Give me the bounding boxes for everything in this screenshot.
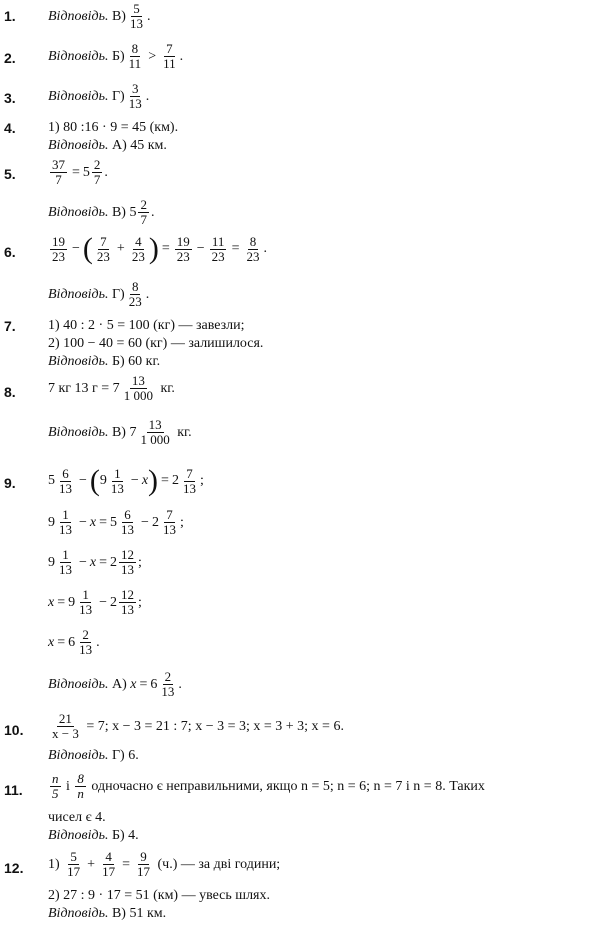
fraction: $\frac{5}{13}$ bbox=[129, 1, 143, 31]
solution-line: 2) 27 : 9 · 17 = 51 (км) — увесь шлях. bbox=[48, 888, 270, 903]
answer-label: Відповідь. bbox=[48, 906, 109, 921]
answer-line bbox=[48, 828, 139, 844]
equation-step: 5 $\frac{6}{13}$ − ( 9 $\frac{1}{13}$ − x ) = 2 $\frac{7}{13}$ ; bbox=[48, 464, 204, 497]
answer-line: Відповідь. В) 5 $\frac{2}{7}$ . bbox=[48, 197, 155, 227]
answer-label: Відповідь. bbox=[48, 354, 109, 369]
answer-choice: Г) 6. bbox=[111, 748, 139, 763]
answer-label: Відповідь. bbox=[48, 748, 109, 763]
answer-choice: В) 7 bbox=[111, 424, 137, 440]
answer-label: Відповідь. bbox=[48, 424, 109, 440]
answer-line: Відповідь. В) $\frac{5}{13}$ . bbox=[48, 1, 151, 31]
answer-line bbox=[48, 748, 139, 764]
answer-label: Відповідь. bbox=[48, 48, 109, 64]
solution-line: $\frac{19}{23}$ − ( $\frac{7}{23}$ + $\frac{4}{23}$ ) = $\frac{19}{23}$ − $\frac{11}{23}$ = $\frac{8}{23}$ . bbox=[52, 232, 268, 265]
problem-number: 5. bbox=[4, 166, 16, 182]
equation-step: 9 $\frac{1}{13}$ − x = 2 $\frac{12}{13}$ ; bbox=[48, 547, 142, 577]
problem-number: 10. bbox=[4, 722, 24, 738]
solution-line: $\frac{37}{7}$ = 5 $\frac{2}{7}$ . bbox=[52, 157, 108, 187]
solution-line: 1) 80 :16 · 9 = 45 (км). bbox=[48, 120, 179, 135]
fraction: $\frac{13}{1 000}$ bbox=[123, 373, 153, 403]
answer-label: Відповідь. bbox=[48, 828, 109, 843]
answer-choice: В) bbox=[111, 8, 126, 24]
solution-line: 2) 100 − 40 = 60 (кг) — залишилося. bbox=[48, 336, 264, 351]
answer-label: Відповідь. bbox=[48, 204, 109, 220]
answer-line: Відповідь. Б) $\frac{8}{11}$ > $\frac{7}{11}$ . bbox=[48, 41, 184, 71]
answer-label: Відповідь. bbox=[48, 286, 109, 302]
fraction: $\frac{13}{1 000}$ bbox=[140, 417, 170, 447]
fraction: $\frac{8}{23}$ bbox=[128, 279, 142, 309]
solution-line: 7 кг 13 г = 7 $\frac{13}{1 000}$ кг. bbox=[48, 373, 175, 403]
answer-line: Відповідь. Г) $\frac{8}{23}$ . bbox=[48, 279, 150, 309]
problem-number: 2. bbox=[4, 50, 16, 66]
fraction: $\frac{2}{7}$ bbox=[140, 197, 147, 227]
problem-number: 4. bbox=[4, 120, 16, 136]
answer-choice: Г) bbox=[111, 286, 125, 302]
answer-choice: В) 51 км. bbox=[111, 906, 167, 921]
solution-line: 1) $\frac{5}{17}$ + $\frac{4}{17}$ = $\frac{9}{17}$ (ч.) — за дві години; bbox=[48, 849, 281, 879]
problem-number: 3. bbox=[4, 90, 16, 106]
equation-step: x = 9 $\frac{1}{13}$ − 2 $\frac{12}{13}$ ; bbox=[48, 587, 142, 617]
answer-choice: Б) 60 кг. bbox=[111, 354, 161, 369]
problem-number: 8. bbox=[4, 384, 16, 400]
answer-label: Відповідь. bbox=[48, 138, 109, 153]
answer-choice: Б) 4. bbox=[111, 828, 139, 843]
problem-number: 1. bbox=[4, 8, 16, 24]
answer-line bbox=[48, 906, 166, 922]
answer-line: Відповідь. А) x = 6 $\frac{2}{13}$ . bbox=[48, 669, 182, 699]
fraction: $\frac{3}{13}$ bbox=[128, 81, 142, 111]
fraction: $\frac{8}{11}$ bbox=[128, 41, 142, 71]
problem-number: 6. bbox=[4, 244, 16, 260]
answer-choice: Г) bbox=[111, 88, 125, 104]
answer-choice: В) bbox=[111, 204, 126, 220]
answer-label: Відповідь. bbox=[48, 8, 109, 24]
answer-line bbox=[48, 138, 167, 154]
answer-choice: Б) bbox=[111, 48, 125, 64]
problem-number: 12. bbox=[4, 860, 24, 876]
answer-choice: А) bbox=[111, 676, 127, 692]
answer-line: Відповідь. В) 7 $\frac{13}{1 000}$ кг. bbox=[48, 417, 192, 447]
solution-line: чисел є 4. bbox=[48, 810, 106, 825]
solution-line: $\frac{n}{5}$ і $\frac{8}{n}$ одночасно є неправильними, якщо n = 5; n = 6; n = 7 і n = 8. Таких bbox=[52, 771, 485, 801]
answer-choice: А) 45 км. bbox=[111, 138, 167, 153]
answer-line bbox=[48, 354, 160, 370]
problem-number: 9. bbox=[4, 475, 16, 491]
answer-label: Відповідь. bbox=[48, 88, 109, 104]
problem-number: 7. bbox=[4, 318, 16, 334]
solution-line: 1) 40 : 2 · 5 = 100 (кг) — завезли; bbox=[48, 318, 245, 333]
answer-line: Відповідь. Г) $\frac{3}{13}$ . bbox=[48, 81, 150, 111]
problem-number: 11. bbox=[4, 782, 23, 798]
equation-step: x = 6 $\frac{2}{13}$ . bbox=[48, 627, 100, 657]
fraction: $\frac{2}{7}$ bbox=[93, 157, 101, 187]
answer-label: Відповідь. bbox=[48, 676, 109, 692]
solution-line: $\frac{21}{x - 3}$ = 7; x − 3 = 21 : 7; x − 3 = 3; x = 3 + 3; x = 6. bbox=[52, 711, 344, 741]
fraction: $\frac{37}{7}$ bbox=[52, 157, 65, 187]
equation-step: 9 $\frac{1}{13}$ − x = 5 $\frac{6}{13}$ − 2 $\frac{7}{13}$ ; bbox=[48, 507, 184, 537]
fraction: $\frac{7}{11}$ bbox=[163, 41, 176, 71]
fraction: $\frac{21}{x - 3}$ bbox=[52, 711, 79, 741]
